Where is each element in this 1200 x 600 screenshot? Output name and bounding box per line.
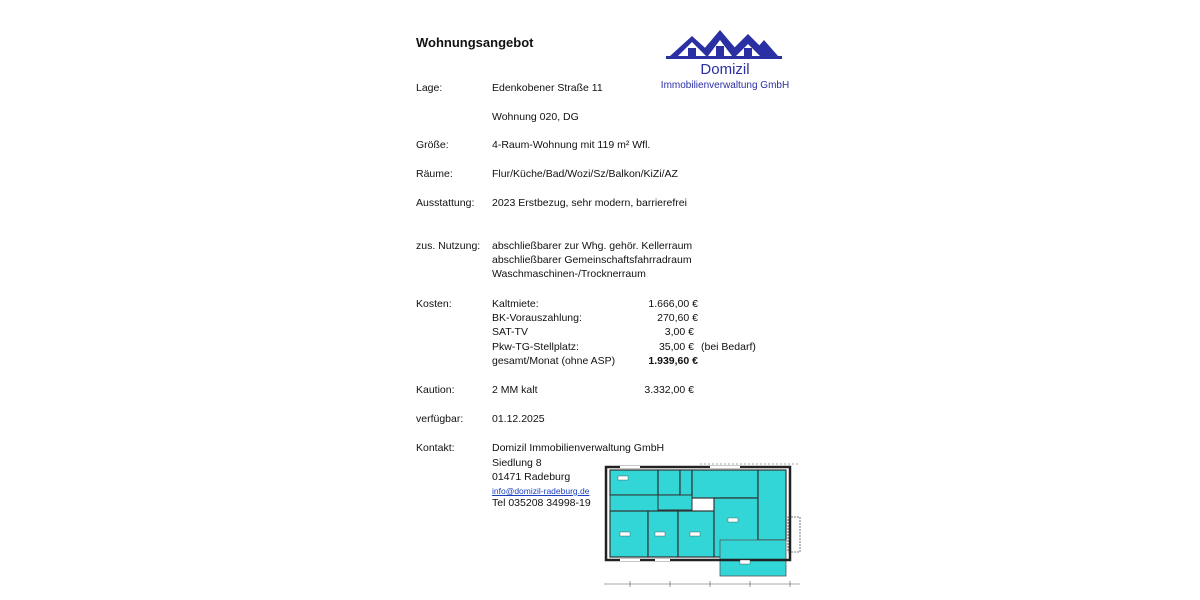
value-groesse: 4-Raum-Wohnung mit 119 m² Wfl. — [492, 139, 651, 151]
contact-email-link[interactable]: info@domizil-radeburg.de — [492, 486, 590, 496]
label-kosten: Kosten: — [416, 298, 452, 310]
cost-amount-gesamt: 1.939,60 € — [648, 355, 698, 367]
company-logo — [660, 26, 790, 96]
contact-street: Siedlung 8 — [492, 457, 542, 469]
value-nutzung-2: abschließbarer Gemeinschaftsfahrradraum — [492, 254, 692, 266]
cost-note-stellplatz: (bei Bedarf) — [701, 341, 756, 353]
logo-name: Domizil — [700, 61, 750, 78]
value-nutzung-1: abschließbarer zur Whg. gehör. Kellerraum — [492, 240, 693, 252]
label-raeume: Räume: — [416, 168, 453, 180]
label-kaution: Kaution: — [416, 384, 455, 396]
label-groesse: Größe: — [416, 139, 449, 151]
cost-name-kaltmiete: Kaltmiete: — [492, 298, 539, 310]
value-ausstattung: 2023 Erstbezug, sehr modern, barrierefrei — [492, 197, 687, 209]
contact-company: Domizil Immobilienverwaltung GmbH — [492, 442, 665, 454]
label-nutzung: zus. Nutzung: — [416, 240, 481, 252]
value-nutzung-3: Waschmaschinen-/Trocknerraum — [492, 268, 646, 280]
cost-amount-kaltmiete: 1.666,00 € — [648, 298, 698, 310]
label-verfuegbar: verfügbar: — [416, 413, 464, 425]
cost-name-sattv: SAT-TV — [492, 326, 528, 338]
contact-city: 01471 Radeburg — [492, 471, 571, 483]
house-roofs-icon — [660, 26, 790, 62]
label-kontakt: Kontakt: — [416, 442, 455, 454]
cost-name-stellplatz: Pkw-TG-Stellplatz: — [492, 341, 579, 353]
label-lage: Lage: — [416, 82, 443, 94]
value-kaution: 2 MM kalt — [492, 384, 538, 396]
cost-amount-sattv: 3,00 € — [664, 326, 694, 338]
cost-name-bk: BK-Vorauszahlung: — [492, 312, 582, 324]
value-raeume: Flur/Küche/Bad/Wozi/Sz/Balkon/KiZi/AZ — [492, 168, 678, 180]
logo-subtitle: Immobilienverwaltung GmbH — [660, 80, 790, 91]
cost-amount-stellplatz: 35,00 € — [658, 341, 694, 353]
floor-plan-icon — [600, 462, 805, 592]
value-lage-unit: Wohnung 020, DG — [492, 111, 579, 123]
contact-phone: Tel 035208 34998-19 — [492, 497, 591, 509]
value-verfuegbar: 01.12.2025 — [492, 413, 545, 425]
cost-name-gesamt: gesamt/Monat (ohne ASP) — [492, 355, 616, 367]
label-ausstattung: Ausstattung: — [416, 197, 475, 209]
value-lage-street: Edenkobener Straße 11 — [492, 82, 603, 94]
amount-kaution: 3.332,00 € — [644, 384, 694, 396]
page-title: Wohnungsangebot — [416, 35, 534, 50]
cost-amount-bk: 270,60 € — [657, 312, 698, 324]
